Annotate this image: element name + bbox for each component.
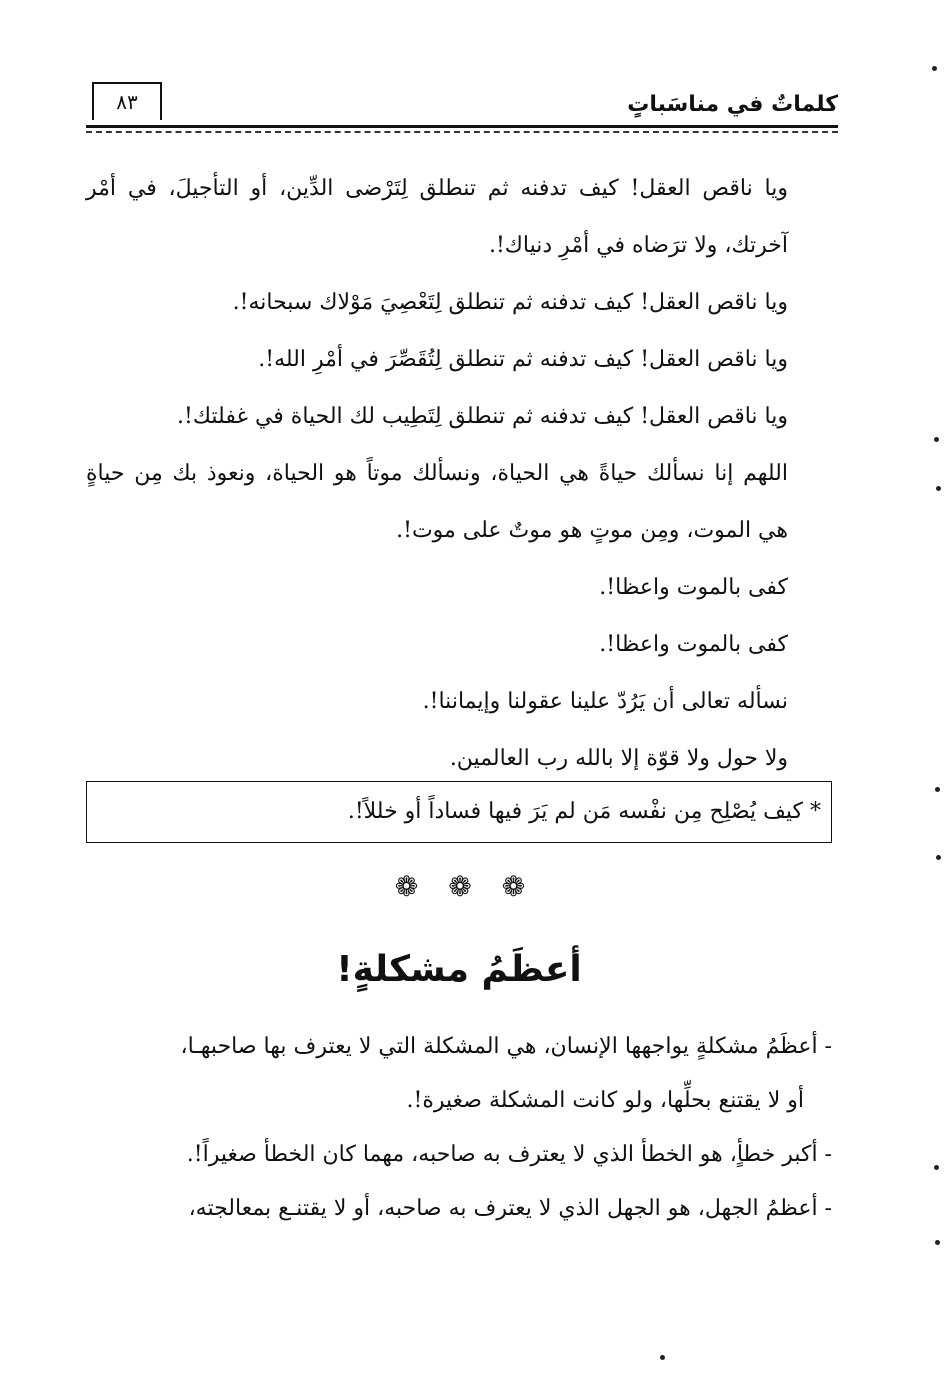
section-divider [350,870,600,910]
body-text [86,160,832,787]
page-header [86,82,838,128]
paragraph: اللهم إنا نسألك حياةً هي الحياة، ونسألك موتاً هو الحياة، ونعوذ بك مِن حياةٍ هي الموت، ومِن موتٍ هو موتٌ على موت!. [86,461,788,543]
scan-speck [934,437,939,442]
list-item: أو لا يقتنع بحلِّها، ولو كانت المشكلة صغيرة!. [406,1088,804,1113]
header-dashed-rule [86,131,838,133]
paragraph: ويا ناقص العقل! كيف تدفنه ثم تنطلق لِتَطِيب لك الحياة في غفلتك!. [177,404,788,429]
scan-speck [935,787,940,792]
scan-speck [936,855,941,860]
scan-speck [934,1165,939,1170]
ornament-icon: ❁ [394,870,449,903]
paragraph: كفى بالموت واعظا!. [599,632,788,657]
list-item: - أعظمُ الجهل، هو الجهل الذي لا يعترف به صاحبه، أو لا يقتنـع بمعالجته، [188,1196,832,1221]
quote-box: * كيف يُصْلِح مِن نفْسه مَن لم يَرَ فيها فساداً أو خللاً!. [86,781,832,843]
ornament-icon: ❁ [501,870,556,903]
page-number: ٨٣ [92,82,162,120]
paragraph: نسأله تعالى أن يَرُدّ علينا عقولنا وإيماننا!. [422,689,788,714]
list-item: - أعظَمُ مشكلةٍ يواجهها الإنسان، هي المشكلة التي لا يعترف بها صاحبهـا، [180,1034,832,1059]
book-title: كلماتٌ في مناسَباتٍ [627,92,838,117]
paragraph: ولا حول ولا قوّة إلا بالله رب العالمين. [449,746,788,771]
bullet-list [86,1020,832,1236]
list-item: - أكبر خطأٍ، هو الخطأ الذي لا يعترف به صاحبه، مهما كان الخطأ صغيراً!. [186,1142,832,1167]
paragraph: ويا ناقص العقل! كيف تدفنه ثم تنطلق لِتُقَصِّرَ في أمْرِ الله!. [258,347,788,372]
scan-speck [935,1240,940,1245]
section-title: أعظَمُ مشكلةٍ! [336,949,582,990]
scan-speck [936,486,941,491]
paragraph: كفى بالموت واعظا!. [599,575,788,600]
header-rule [86,125,838,128]
ornament-icon: ❁ [448,870,502,903]
scan-speck [660,1355,665,1360]
scan-speck [932,66,937,71]
paragraph: ويا ناقص العقل! كيف تدفنه ثم تنطلق لِتَرْضى الدِّين، أو التأجيلَ، في أمْر آخرتك، ولا ترَضاه في أمْرِ دنياك!. [86,176,788,258]
paragraph: ويا ناقص العقل! كيف تدفنه ثم تنطلق لِتَعْصِيَ مَوْلاك سبحانه!. [232,290,788,315]
